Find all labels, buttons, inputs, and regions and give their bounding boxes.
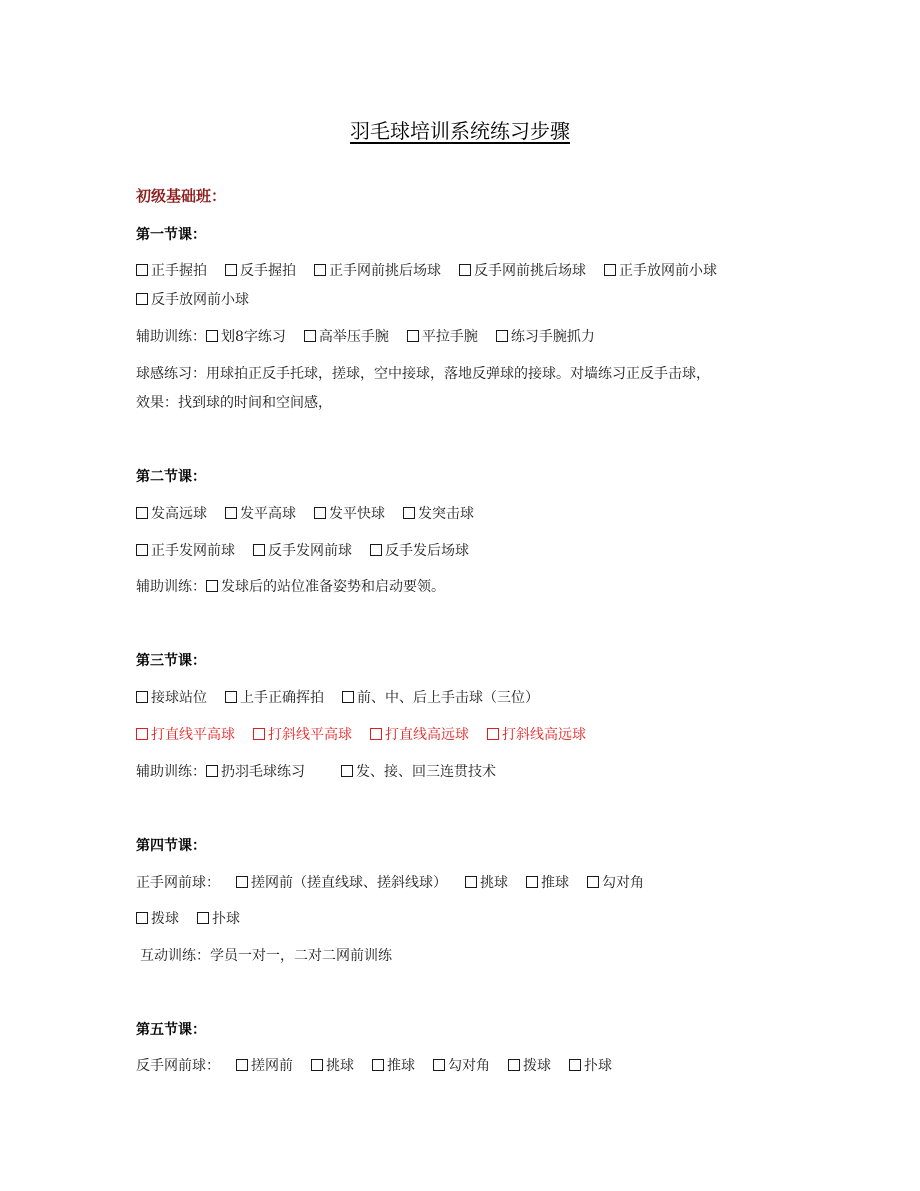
checkbox-item [136,261,207,281]
checkbox-item [136,541,235,561]
checkbox-square-icon [225,691,237,703]
checkbox-item-label: 发球后的站位准备姿势和启动要领。 [221,579,445,595]
checkbox-item [370,541,469,561]
lesson5-heading: 第五节课： [136,1022,206,1038]
checkbox-square-icon [225,264,237,276]
checkbox-item [487,725,586,745]
checkbox-square-icon [136,264,148,276]
checkbox-item-label: 勾对角 [448,1058,490,1074]
checkbox-item [569,1056,612,1076]
checkbox-square-icon [236,1059,248,1071]
lesson1-row1 [136,261,717,281]
checkbox-item-label: 正手放网前小球 [619,263,717,279]
checkbox-item [136,688,207,708]
checkbox-square-icon [487,728,499,740]
lesson4-prefix: 正手网前球： [136,875,220,891]
checkbox-item-label: 打斜线平高球 [268,727,352,743]
checkbox-item [225,688,324,708]
checkbox-item-label: 正手握拍 [151,263,207,279]
checkbox-square-icon [508,1059,520,1071]
checkbox-item [136,725,235,745]
checkbox-square-icon [304,330,316,342]
checkbox-item [253,725,352,745]
checkbox-square-icon [206,765,218,777]
checkbox-square-icon [206,580,218,592]
checkbox-item [342,688,539,708]
checkbox-square-icon [206,330,218,342]
checkbox-item [526,873,569,893]
checkbox-item [407,327,478,347]
checkbox-item [206,762,305,782]
checkbox-square-icon [225,507,237,519]
checkbox-item [459,261,586,281]
lesson1-effect: 效果：找到球的时间和空间感， [136,395,332,411]
checkbox-item-label: 接球站位 [151,690,207,706]
checkbox-item [304,327,389,347]
lesson1-aux [136,327,595,347]
checkbox-item [314,261,441,281]
checkbox-item [225,504,296,524]
checkbox-square-icon [341,765,353,777]
checkbox-item [225,261,296,281]
checkbox-item-label: 反手网前挑后场球 [474,263,586,279]
lesson3-row1 [136,688,539,708]
checkbox-square-icon [311,1059,323,1071]
checkbox-item-label: 反手放网前小球 [151,292,249,308]
checkbox-item [136,504,207,524]
lesson1-ball-feel: 球感练习：用球拍正反手托球，搓球，空中接球，落地反弹球的接球。对墙练习正反手击球， [136,366,710,382]
checkbox-square-icon [136,728,148,740]
checkbox-item-label: 打直线平高球 [151,727,235,743]
checkbox-square-icon [136,293,148,305]
checkbox-square-icon [403,507,415,519]
checkbox-square-icon [496,330,508,342]
checkbox-item-label: 扑球 [212,911,240,927]
checkbox-square-icon [314,507,326,519]
checkbox-item [206,327,286,347]
checkbox-item-label: 搓网前 [251,1058,293,1074]
checkbox-item-label: 扑球 [584,1058,612,1074]
checkbox-square-icon [136,507,148,519]
checkbox-item-label: 发平高球 [240,506,296,522]
lesson5-row1-list [236,1058,612,1074]
checkbox-square-icon [526,876,538,888]
checkbox-item-label: 前、中、后上手击球（三位） [357,690,539,706]
checkbox-item-label: 推球 [387,1058,415,1074]
checkbox-item [496,327,595,347]
checkbox-item [314,504,385,524]
section-heading: 初级基础班： [136,187,227,205]
checkbox-item-label: 推球 [541,875,569,891]
checkbox-square-icon [236,876,248,888]
checkbox-item-label: 发高远球 [151,506,207,522]
lesson3-heading: 第三节课： [136,653,206,669]
checkbox-item-label: 反手发后场球 [385,543,469,559]
checkbox-square-icon [370,728,382,740]
checkbox-item [236,1056,293,1076]
checkbox-square-icon [459,264,471,276]
lesson3-row2-highlighted [136,725,586,745]
lesson2-row2 [136,541,469,561]
checkbox-item-label: 发、接、回三连贯技术 [356,764,496,780]
checkbox-item-label: 平拉手腕 [421,329,478,345]
checkbox-square-icon [253,728,265,740]
checkbox-item [508,1056,551,1076]
checkbox-item-label: 勾对角 [602,875,644,891]
lesson5-backhand [136,1056,612,1076]
checkbox-item-label: 反手发网前球 [268,543,352,559]
aux-label: 辅助训练： [136,764,206,780]
checkbox-item-label: 反手握拍 [240,263,296,279]
checkbox-item-label: 拨球 [151,911,179,927]
checkbox-square-icon [433,1059,445,1071]
lesson1-heading: 第一节课： [136,227,206,243]
checkbox-item [372,1056,415,1076]
checkbox-item [403,504,474,524]
checkbox-item [136,909,179,929]
checkbox-square-icon [604,264,616,276]
lesson4-interactive: 互动训练：学员一对一，二对二网前训练 [140,948,392,964]
checkbox-item-label: 划8字练习 [221,329,286,345]
checkbox-item-label: 发突击球 [418,506,474,522]
checkbox-item [604,261,717,281]
document-title: 羽毛球培训系统练习步骤 [350,119,570,143]
checkbox-square-icon [253,544,265,556]
checkbox-square-icon [136,544,148,556]
checkbox-item [311,1056,354,1076]
checkbox-item [206,577,445,597]
checkbox-square-icon [569,1059,581,1071]
lesson2-aux-list [206,579,445,595]
lesson4-row2 [136,909,240,929]
lesson4-heading: 第四节课： [136,838,206,854]
checkbox-item [253,541,352,561]
checkbox-item [433,1056,490,1076]
lesson3-aux-list [206,764,532,780]
checkbox-item [197,909,240,929]
checkbox-item [465,873,508,893]
aux-label: 辅助训练： [136,579,206,595]
checkbox-item [587,873,644,893]
checkbox-square-icon [465,876,477,888]
checkbox-item-label: 发平快球 [329,506,385,522]
aux-label: 辅助训练： [136,329,206,345]
lesson4-forehand [136,873,644,893]
lesson4-row1-list [236,875,644,891]
lesson2-row1 [136,504,474,524]
checkbox-square-icon [342,691,354,703]
checkbox-square-icon [197,912,209,924]
checkbox-square-icon [587,876,599,888]
checkbox-item-label: 打斜线高远球 [502,727,586,743]
checkbox-item-label: 扔羽毛球练习 [221,764,305,780]
checkbox-item-label: 打直线高远球 [385,727,469,743]
checkbox-item-label: 搓网前（搓直线球、搓斜线球） [251,875,447,891]
checkbox-item [341,762,496,782]
lesson1-aux-list [206,329,595,345]
checkbox-item-label: 高举压手腕 [318,329,389,345]
checkbox-item [370,725,469,745]
checkbox-item [136,290,249,310]
checkbox-item-label: 正手网前挑后场球 [329,263,441,279]
checkbox-square-icon [407,330,419,342]
checkbox-item-label: 正手发网前球 [151,543,235,559]
checkbox-item-label: 练习手腕抓力 [510,329,595,345]
checkbox-item-label: 上手正确挥拍 [240,690,324,706]
lesson5-prefix: 反手网前球： [136,1058,220,1074]
checkbox-square-icon [370,544,382,556]
checkbox-item-label: 挑球 [480,875,508,891]
lesson3-aux [136,762,532,782]
checkbox-square-icon [136,691,148,703]
checkbox-square-icon [314,264,326,276]
lesson1-row2 [136,290,249,310]
checkbox-square-icon [372,1059,384,1071]
checkbox-square-icon [136,912,148,924]
checkbox-item [236,873,447,893]
lesson2-aux [136,577,445,597]
lesson2-heading: 第二节课： [136,469,206,485]
checkbox-item-label: 挑球 [326,1058,354,1074]
checkbox-item-label: 拨球 [523,1058,551,1074]
